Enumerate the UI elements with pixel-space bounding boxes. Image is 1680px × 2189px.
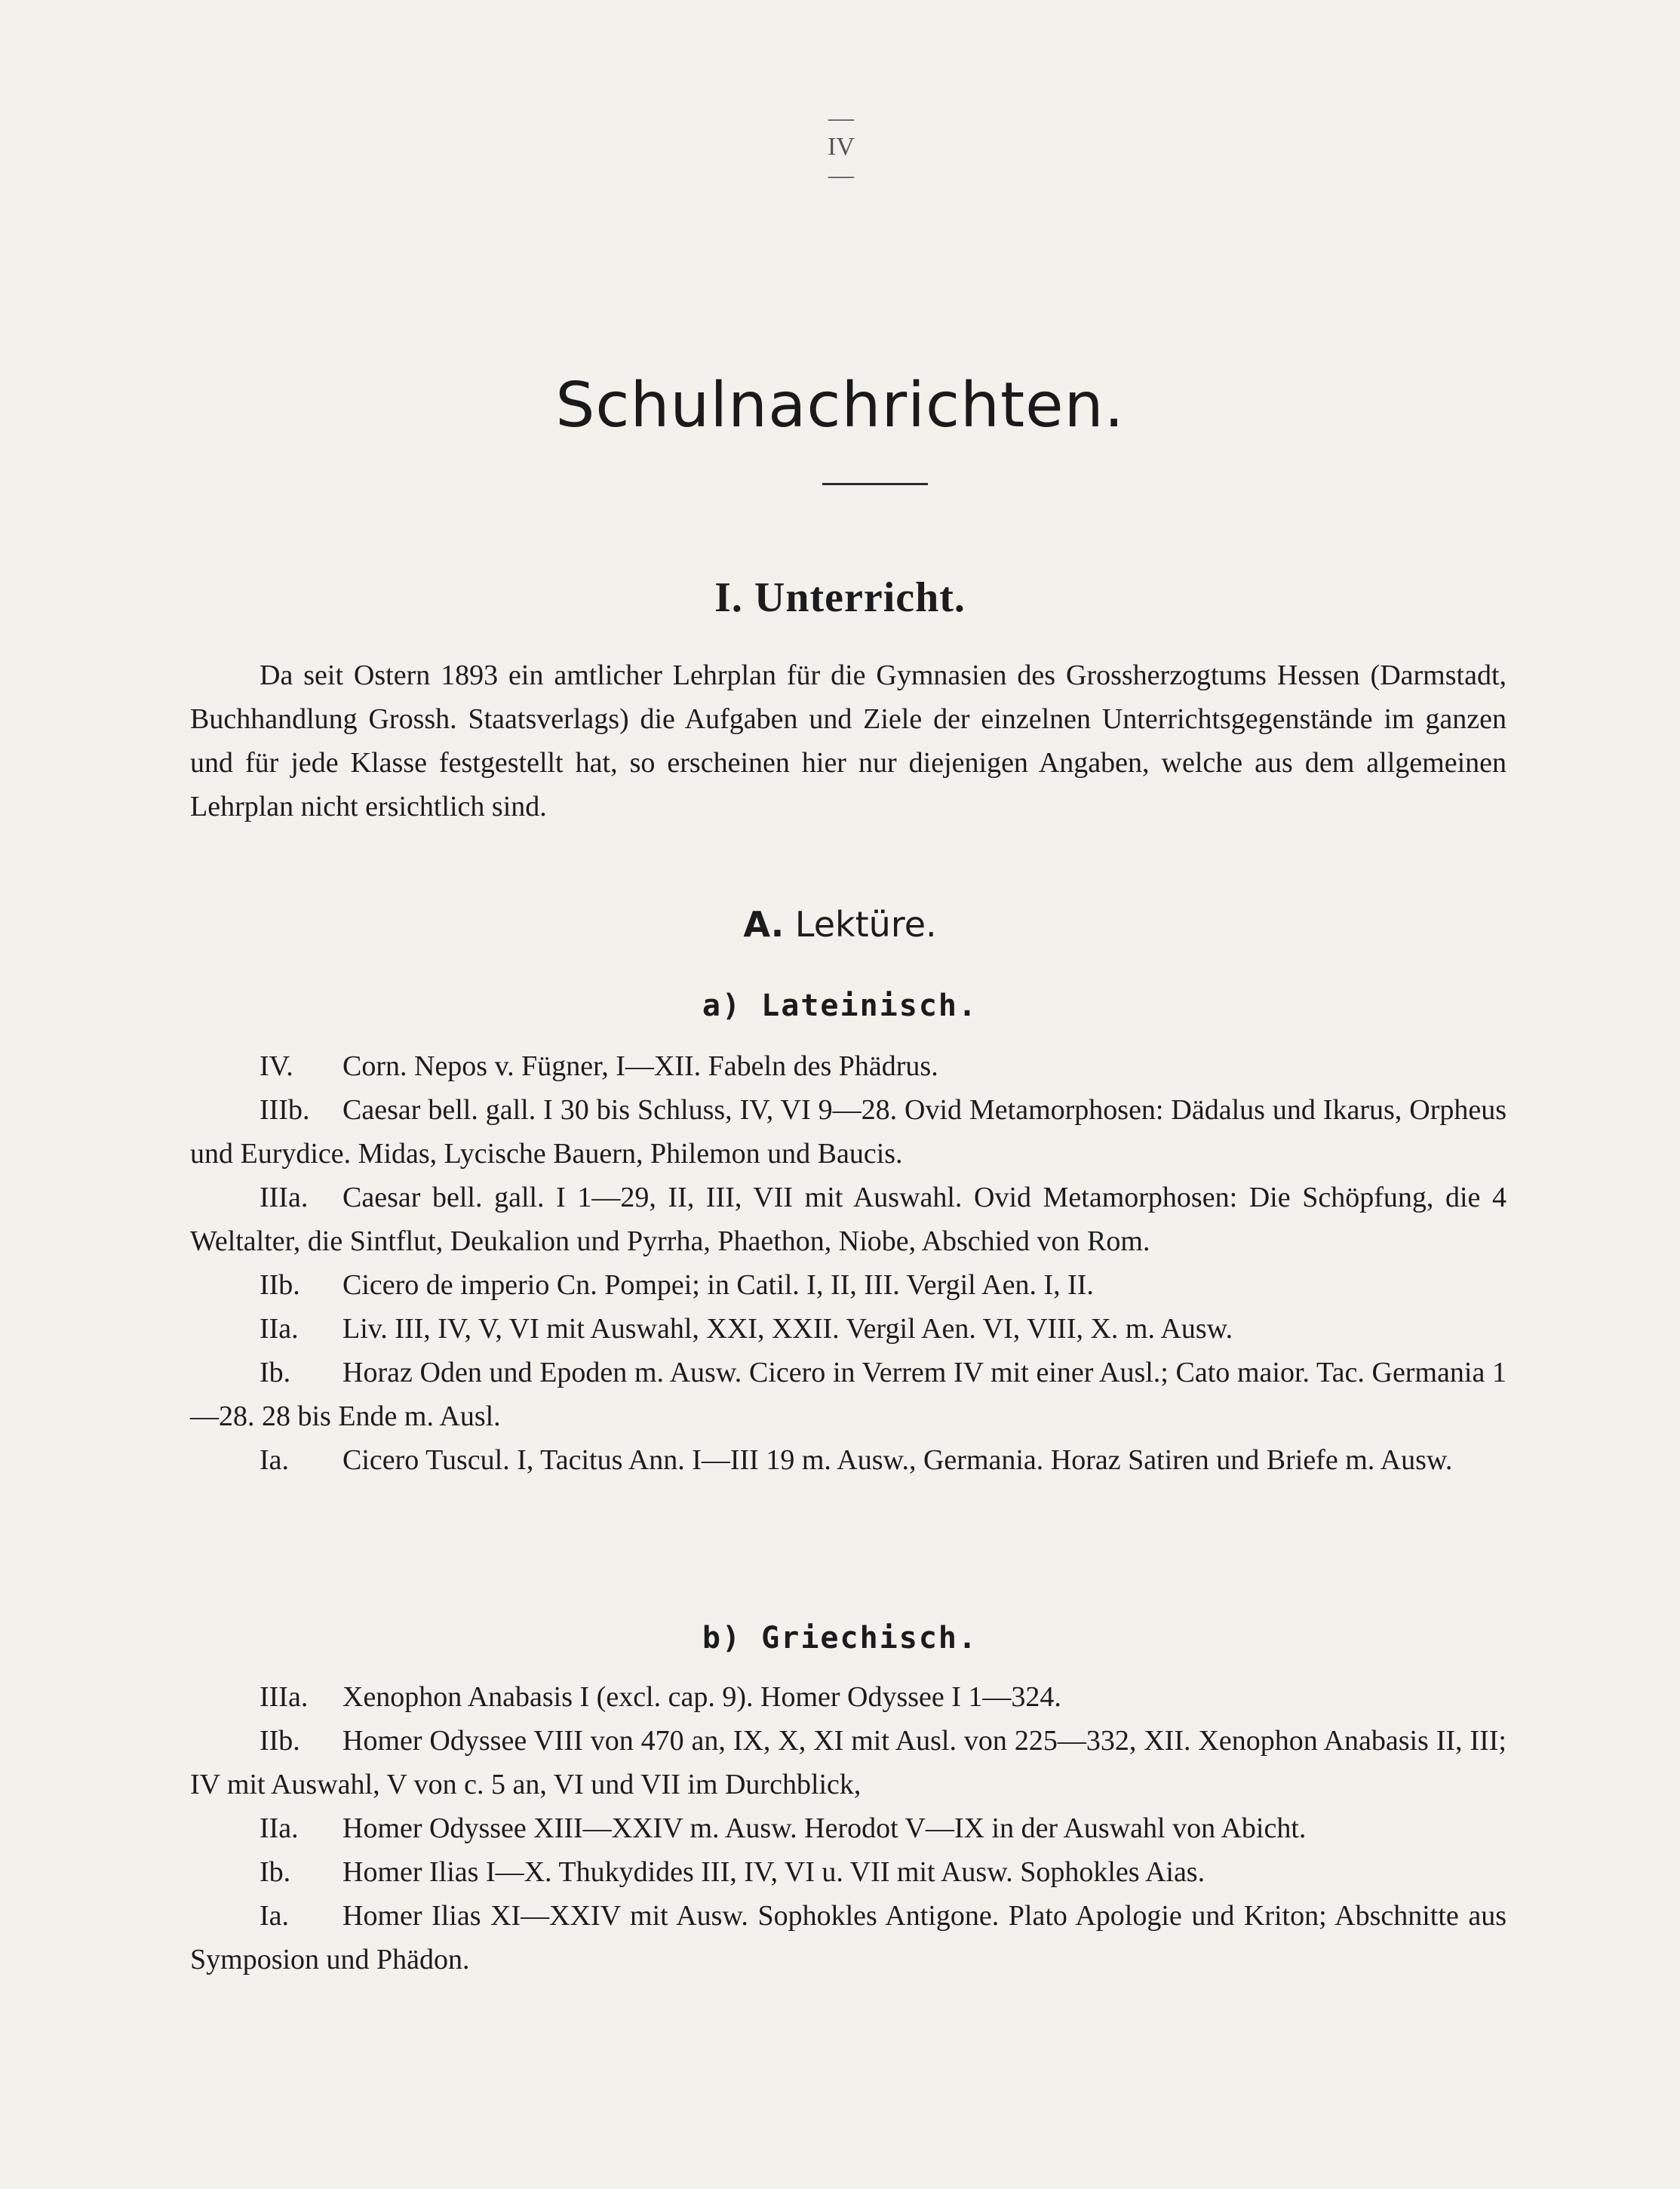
class-label: Ia.: [260, 1444, 290, 1476]
entry-text: Homer Odyssee XIII—XXIV m. Ausw. Herodot V—IX in der Auswahl von Abicht.: [342, 1812, 1307, 1844]
entry-text: Xenophon Anabasis I (excl. cap. 9). Homer Odyssee I 1—324.: [342, 1681, 1061, 1713]
class-label: IV.: [260, 1050, 293, 1082]
class-label: Ia.: [260, 1900, 290, 1932]
class-label: IIIa.: [260, 1182, 309, 1213]
subsection-letter: A.: [743, 904, 785, 945]
list-item: [190, 1719, 1506, 1806]
list-item: [190, 1806, 1506, 1850]
intro-paragraph: [190, 653, 1506, 829]
list-item: [190, 1438, 1506, 1482]
class-label: IIb.: [260, 1725, 300, 1757]
list-item: [190, 1850, 1506, 1894]
class-label: Ib.: [260, 1856, 291, 1888]
class-label: IIIa.: [260, 1681, 309, 1713]
class-label: IIb.: [260, 1269, 300, 1301]
greek-heading: b) Griechisch.: [702, 1621, 978, 1656]
page-number: — IV —: [828, 104, 855, 189]
entry-text: Caesar bell. gall. I 1—29, II, III, VII mit Auswahl. Ovid Metamorphosen: Die Schöpfung, die 4 Weltalter, die Sintflut, Deukalion und Pyrrha, Phaethon, Niobe, Abschied von Rom.: [190, 1182, 1506, 1257]
list-item: [190, 1894, 1506, 1981]
class-label: IIa.: [260, 1812, 299, 1844]
greek-entries: [190, 1675, 1506, 1981]
page-title: Schulnachrichten.: [555, 370, 1125, 441]
entry-text: Cicero Tuscul. I, Tacitus Ann. I—III 19 m. Ausw., Germania. Horaz Satiren und Briefe m. Ausw.: [342, 1444, 1453, 1476]
list-item: [190, 1307, 1506, 1351]
list-item: [190, 1675, 1506, 1719]
class-label: IIa.: [260, 1313, 299, 1345]
entry-text: Cicero de imperio Cn. Pompei; in Catil. I, II, III. Vergil Aen. I, II.: [342, 1269, 1094, 1301]
subsection-heading: [0, 904, 1680, 945]
list-item: [190, 1044, 1506, 1088]
intro-text: Da seit Ostern 1893 ein amtlicher Lehrplan für die Gymnasien des Grossherzogtums Hessen (Darmstadt, Buchhandlung Grossh. Staatsverlags) die Aufgaben und Ziele der einzelnen Unterrichtsgegenstände im ganzen und für jede Klasse festgestellt hat, so erscheinen hier nur diejenigen Angaben, welche aus dem allgemeinen Lehrplan nicht ersichtlich sind.: [190, 659, 1506, 822]
entry-text: Caesar bell. gall. I 30 bis Schluss, IV, VI 9—28. Ovid Metamorphosen: Dädalus und Ikarus, Orpheus und Eurydice. Midas, Lycische Bauern, Philemon und Baucis.: [190, 1094, 1506, 1170]
entry-text: Corn. Nepos v. Fügner, I—XII. Fabeln des Phädrus.: [342, 1050, 938, 1082]
class-label: IIIb.: [260, 1094, 310, 1126]
section-heading: I. Unterricht.: [714, 574, 966, 621]
entry-text: Homer Ilias I—X. Thukydides III, IV, VI u. VII mit Ausw. Sophokles Aias.: [342, 1856, 1205, 1888]
entry-text: Liv. III, IV, V, VI mit Auswahl, XXI, XXII. Vergil Aen. VI, VIII, X. m. Ausw.: [342, 1313, 1233, 1345]
latin-entries: [190, 1044, 1506, 1482]
latin-heading: a) Lateinisch.: [702, 988, 978, 1023]
class-label: Ib.: [260, 1357, 291, 1388]
list-item: [190, 1263, 1506, 1307]
entry-text: Homer Odyssee VIII von 470 an, IX, X, XI mit Ausl. von 225—332, XII. Xenophon Anabasis II, III; IV mit Auswahl, V von c. 5 an, VI und VII im Durchblick,: [190, 1725, 1506, 1800]
subsection-label: Lektüre.: [794, 904, 937, 945]
list-item: [190, 1351, 1506, 1438]
title-underline: [822, 483, 928, 485]
list-item: [190, 1176, 1506, 1263]
entry-text: Homer Ilias XI—XXIV mit Ausw. Sophokles Antigone. Plato Apologie und Kriton; Abschnitte aus Symposion und Phädon.: [190, 1900, 1506, 1975]
list-item: [190, 1088, 1506, 1176]
entry-text: Horaz Oden und Epoden m. Ausw. Cicero in Verrem IV mit einer Ausl.; Cato maior. Tac. Germania 1—28. 28 bis Ende m. Ausl.: [190, 1357, 1506, 1432]
